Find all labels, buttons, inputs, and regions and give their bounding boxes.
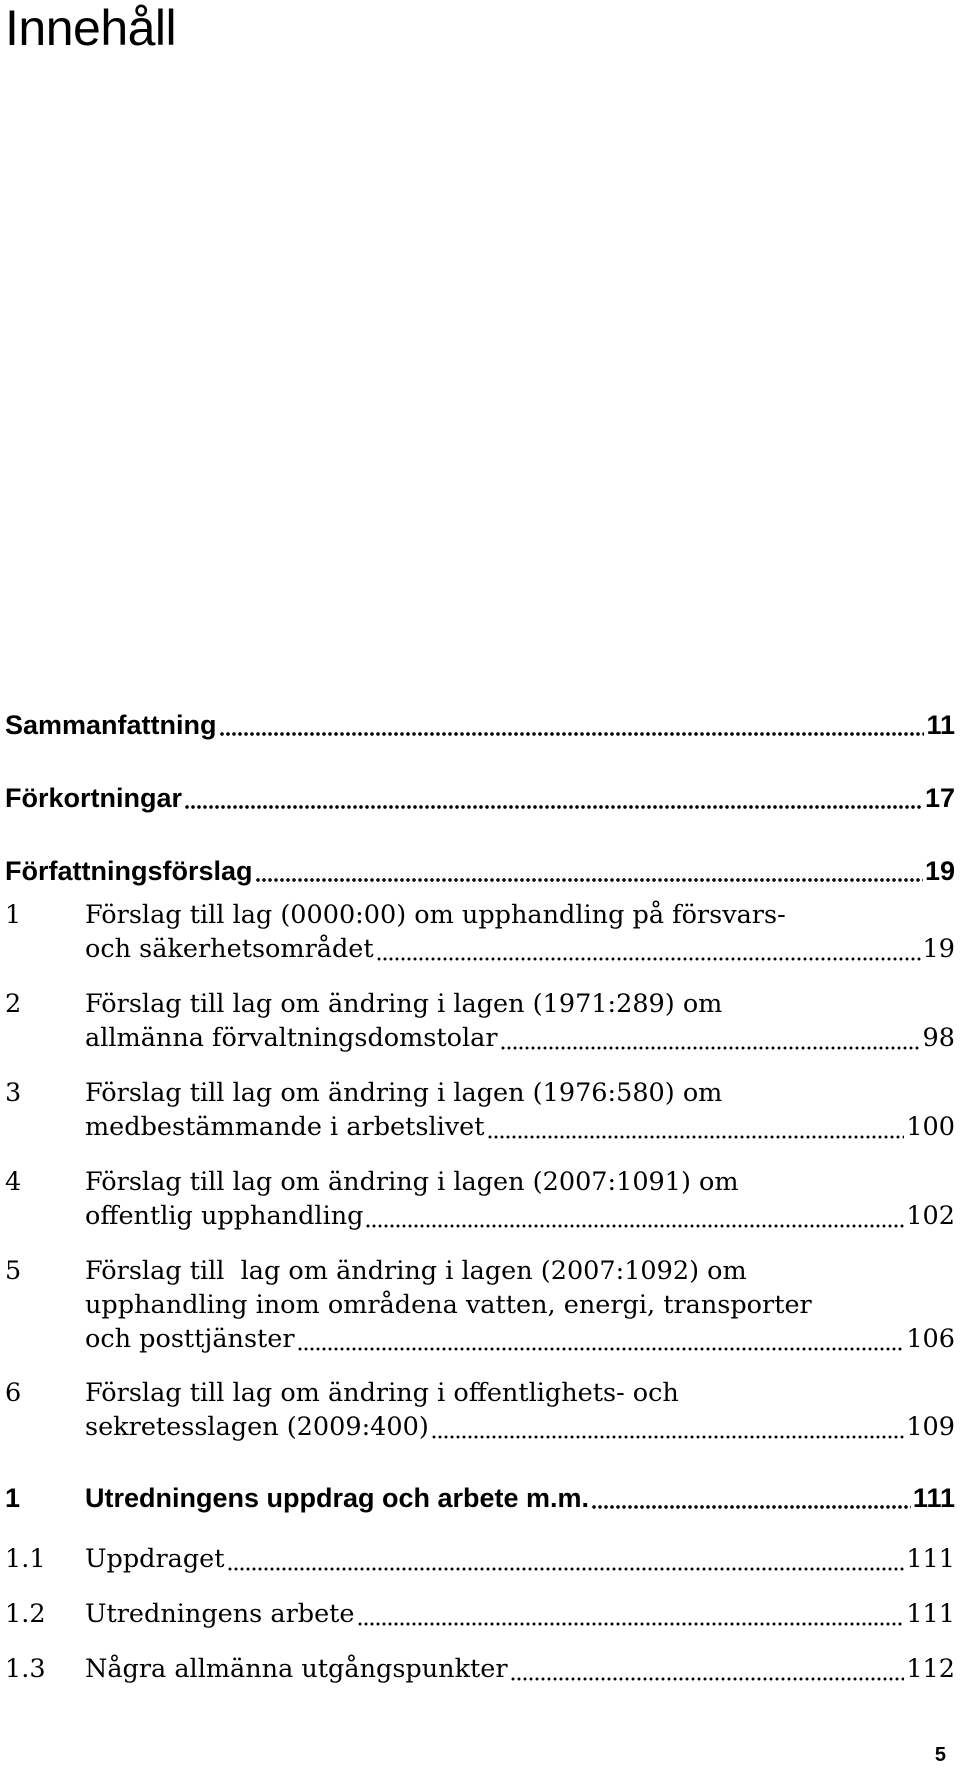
toc-entry-number: 5: [5, 1256, 22, 1286]
toc-entry-section-1-2[interactable]: [5, 1597, 955, 1631]
toc-entry-page: 11: [926, 710, 955, 740]
dot-leader: [591, 1481, 911, 1515]
toc-entry-title-line: allmänna förvaltningsdomstolar: [85, 1023, 498, 1053]
toc-entry-forkortningar[interactable]: [5, 781, 955, 815]
toc-entry-title-line: upphandling inom områdena vatten, energi, transporter: [85, 1290, 812, 1320]
toc-entry-page: 19: [922, 934, 955, 964]
toc-entry-number: 1.1: [5, 1544, 46, 1574]
dot-leader: [500, 1021, 921, 1055]
toc-entry-proposal-5-cont[interactable]: [5, 1322, 955, 1356]
toc-entry-page: 102: [906, 1201, 955, 1231]
toc-entry-title-line: Förslag till lag om ändring i lagen (2007:1091) om: [85, 1167, 739, 1197]
toc-entry-page: 111: [912, 1483, 955, 1513]
toc-entry-number: 4: [5, 1167, 22, 1197]
toc-entry-title: Utredningens uppdrag och arbete m.m.: [85, 1483, 590, 1513]
toc-entry-title-line: offentlig upphandling: [85, 1201, 364, 1231]
toc-entry-number: 1.2: [5, 1599, 46, 1629]
dot-leader: [431, 1410, 905, 1444]
toc-entry-number: 2: [5, 989, 22, 1019]
toc-entry-number: 3: [5, 1078, 22, 1108]
toc-entry-title: Förkortningar: [5, 783, 183, 813]
dot-leader: [184, 781, 923, 815]
toc-entry-number: 1: [5, 900, 22, 930]
toc-entry-proposal-5[interactable]: [5, 1254, 955, 1288]
toc-entry-title: Sammanfattning: [5, 710, 217, 740]
toc-entry-section-1-3[interactable]: [5, 1652, 955, 1686]
dot-leader: [227, 1542, 905, 1576]
dot-leader: [219, 708, 925, 742]
toc-entry-proposal-2[interactable]: [5, 987, 955, 1021]
dot-leader: [297, 1322, 905, 1356]
toc-entry-proposal-1[interactable]: [5, 898, 955, 932]
dot-leader: [365, 1199, 904, 1233]
toc-entry-proposal-1-cont[interactable]: [5, 932, 955, 966]
toc-entry-title-line: sekretesslagen (2009:400): [85, 1412, 429, 1442]
toc-entry-number: 1.3: [5, 1654, 46, 1684]
dot-leader: [510, 1652, 905, 1686]
toc-entry-number: 1: [5, 1483, 21, 1513]
dot-leader: [255, 854, 923, 888]
dot-leader: [487, 1110, 905, 1144]
toc-entry-page: 106: [906, 1324, 955, 1354]
toc-entry-title-line: Förslag till lag om ändring i lagen (1976:580) om: [85, 1078, 723, 1108]
toc-entry-proposal-3[interactable]: [5, 1076, 955, 1110]
toc-entry-title-line: Förslag till lag om ändring i lagen (1971:289) om: [85, 989, 723, 1019]
toc-entry-proposal-5-line2[interactable]: [5, 1288, 955, 1322]
toc-entry-proposal-4[interactable]: [5, 1165, 955, 1199]
toc-entry-proposal-6-cont[interactable]: [5, 1410, 955, 1444]
toc-entry-number: 6: [5, 1378, 22, 1408]
toc-entry-title: Några allmänna utgångspunkter: [85, 1654, 508, 1684]
toc-entry-title: Författningsförslag: [5, 856, 253, 886]
page-title: Innehåll: [5, 0, 177, 56]
toc-entry-title: Uppdraget: [85, 1544, 225, 1574]
dot-leader: [357, 1597, 905, 1631]
toc-entry-page: 109: [906, 1412, 955, 1442]
toc-entry-proposal-2-cont[interactable]: [5, 1021, 955, 1055]
toc-entry-page: 112: [906, 1654, 955, 1684]
toc-entry-proposal-3-cont[interactable]: [5, 1110, 955, 1144]
toc-entry-title-line: och säkerhetsområdet: [85, 934, 374, 964]
toc-entry-title-line: och posttjänster: [85, 1324, 295, 1354]
toc-entry-title-line: Förslag till lag om ändring i offentlighets- och: [85, 1378, 679, 1408]
toc-entry-page: 111: [906, 1599, 955, 1629]
toc-entry-chapter-1[interactable]: [5, 1481, 955, 1515]
toc-entry-page: 100: [906, 1112, 955, 1142]
toc-entry-title: Utredningens arbete: [85, 1599, 355, 1629]
page-number: 5: [934, 1744, 946, 1766]
toc-entry-page: 19: [924, 856, 955, 886]
toc-entry-page: 17: [924, 783, 955, 813]
toc-entry-title-line: medbestämmande i arbetslivet: [85, 1112, 485, 1142]
toc-entry-page: 111: [906, 1544, 955, 1574]
toc-entry-sammanfattning[interactable]: [5, 708, 955, 742]
toc-entry-section-1-1[interactable]: [5, 1542, 955, 1576]
toc-entry-title-line: Förslag till lag (0000:00) om upphandling på försvars-: [85, 900, 786, 930]
toc-entry-forfattningsforslag[interactable]: [5, 854, 955, 888]
dot-leader: [376, 932, 921, 966]
toc-entry-proposal-4-cont[interactable]: [5, 1199, 955, 1233]
toc-entry-page: 98: [922, 1023, 955, 1053]
toc-entry-title-line: Förslag till lag om ändring i lagen (2007:1092) om: [85, 1256, 747, 1286]
toc-entry-proposal-6[interactable]: [5, 1376, 955, 1410]
